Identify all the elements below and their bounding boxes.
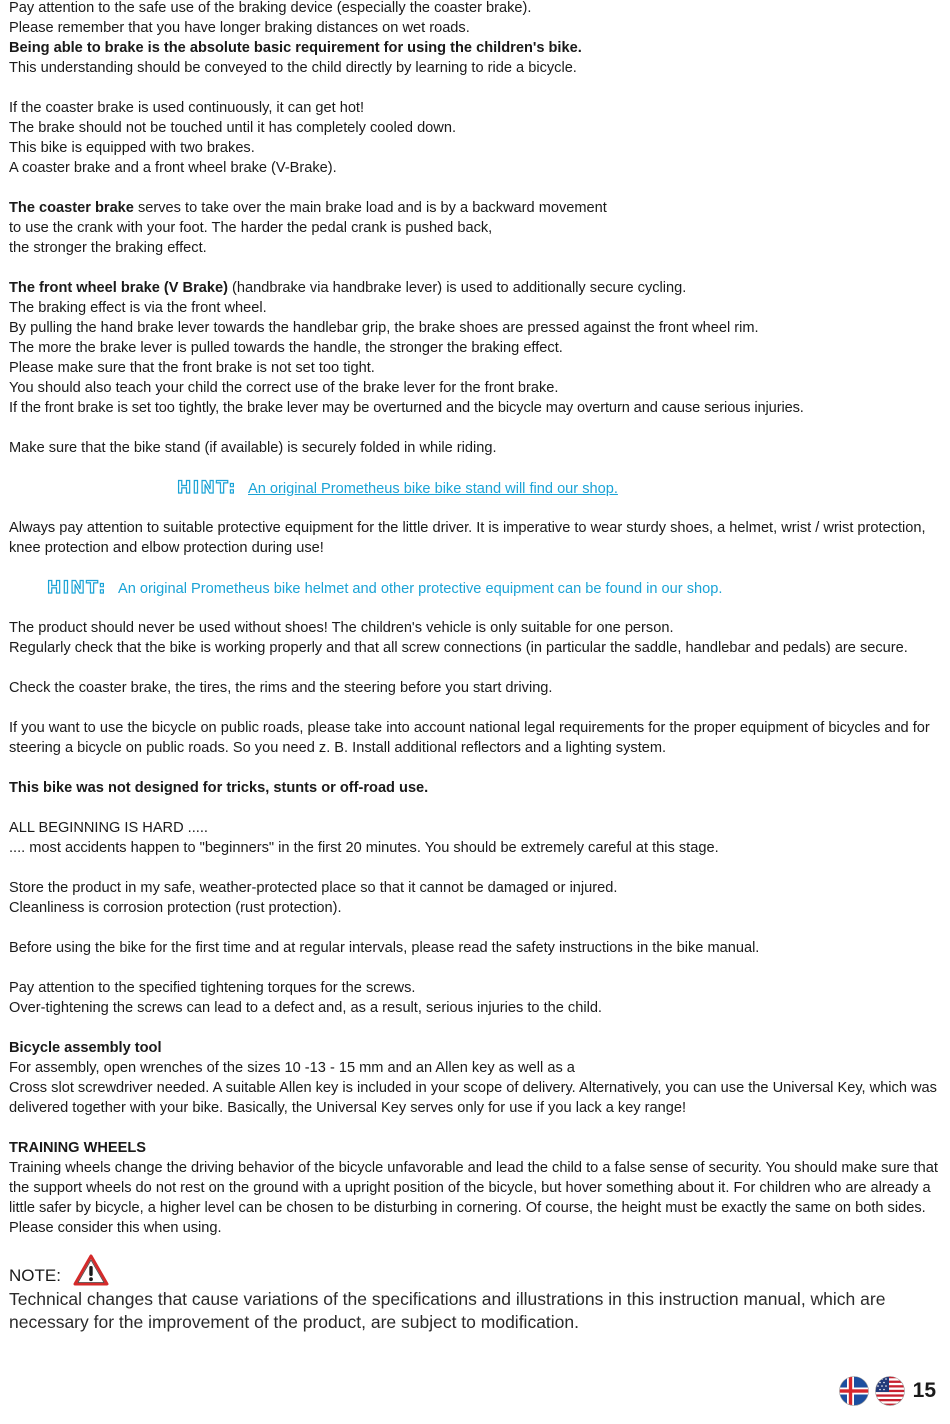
text-line: the stronger the braking effect. <box>9 240 207 256</box>
hint-stand <box>9 478 943 498</box>
paragraph: Cross slot screwdriver needed. A suitable Allen key is included in your scope of delivery. Alternatively, you can use the Universal Key, which was delivered together with your bike. Basically, the Universal Key serves only for use if you lack a key range! <box>9 1080 937 1116</box>
coaster-brake-line: The coaster brake serves to take over the main brake load and is by a backward movement <box>9 200 607 216</box>
page-footer <box>839 1374 936 1408</box>
text-line: Check the coaster brake, the tires, the rims and the steering before you start driving. <box>9 680 553 696</box>
text-line: Make sure that the bike stand (if available) is securely folded in while riding. <box>9 440 497 456</box>
hint-helmet <box>9 578 943 598</box>
hint-label: HINT: <box>177 478 237 498</box>
text-line: By pulling the hand brake lever towards the handlebar grip, the brake shoes are pressed against the front wheel rim. <box>9 320 759 336</box>
text-line: ALL BEGINNING IS HARD ..... <box>9 820 208 836</box>
text-line: For assembly, open wrenches of the sizes 10 -13 - 15 mm and an Allen key as well as a <box>9 1060 575 1076</box>
text-line: Over-tightening the screws can lead to a defect and, as a result, serious injuries to the child. <box>9 1000 602 1016</box>
note-text: Technical changes that cause variations of the specifications and illustrations in this instruction manual, which are necessary for the improvement of the product, are subject to modification. <box>9 1289 886 1332</box>
paragraph: Training wheels change the driving behavior of the bicycle unfavorable and lead the child to a false sense of security. You should make sure that the support wheels do not rest on the ground with a upright position of the bicycle, but hover something about it. For children who are already a little safer by bicycle, a higher level can be chosen to be disturbing in cornering. Of course, the height must be exactly the same on both sides. Please consider this when using. <box>9 1160 938 1236</box>
text-line: Store the product in my safe, weather-protected place so that it cannot be damaged or injured. <box>9 880 618 896</box>
text-line: Before using the bike for the first time and at regular intervals, please read the safety instructions in the bike manual. <box>9 940 760 956</box>
note-label: NOTE: <box>9 1266 61 1285</box>
text-line: The brake should not be touched until it has completely cooled down. <box>9 120 457 136</box>
text-line: to use the crank with your foot. The harder the pedal crank is pushed back, <box>9 220 493 236</box>
hint-text: An original Prometheus bike helmet and other protective equipment can be found in our shop. <box>118 581 723 597</box>
paragraph: Regularly check that the bike is working properly and that all screw connections (in particular the saddle, handlebar and pedals) are secure. <box>9 640 908 656</box>
iceland-flag-icon <box>839 1376 869 1406</box>
text-line: The more the brake lever is pulled towards the handle, the stronger the braking effect. <box>9 340 563 356</box>
warning-icon <box>73 1254 109 1286</box>
front-brake-line: The front wheel brake (V Brake) (handbrake via handbrake lever) is used to additionally secure cycling. <box>9 280 687 296</box>
text-line: Pay attention to the safe use of the braking device (especially the coaster brake). <box>9 0 532 16</box>
section-heading: TRAINING WHEELS <box>9 1140 147 1156</box>
usa-flag-icon <box>875 1376 905 1406</box>
text-line: You should also teach your child the correct use of the brake lever for the front brake. <box>9 380 559 396</box>
hint-label: HINT: <box>47 578 107 598</box>
text-line: Please make sure that the front brake is not set too tight. <box>9 360 375 376</box>
bold-line: This bike was not designed for tricks, stunts or off-road use. <box>9 780 429 796</box>
manual-page <box>9 0 943 1334</box>
text-line: If the front brake is set too tightly, the brake lever may be overturned and the bicycle may overturn and cause serious injuries. <box>9 400 804 416</box>
text-line: A coaster brake and a front wheel brake (V-Brake). <box>9 160 337 176</box>
text-line: The braking effect is via the front wheel. <box>9 300 267 316</box>
text-line: This bike is equipped with two brakes. <box>9 140 255 156</box>
bold-requirement: Being able to brake is the absolute basic requirement for using the children's bike. <box>9 40 582 56</box>
text-line: Cleanliness is corrosion protection (rust protection). <box>9 900 342 916</box>
text-line: .... most accidents happen to "beginners" in the first 20 minutes. You should be extremely careful at this stage. <box>9 840 719 856</box>
text-line: If the coaster brake is used continuously, it can get hot! <box>9 100 365 116</box>
text-line: Please remember that you have longer braking distances on wet roads. <box>9 20 470 36</box>
text-line: This understanding should be conveyed to the child directly by learning to ride a bicycle. <box>9 60 577 76</box>
section-heading: Bicycle assembly tool <box>9 1040 162 1056</box>
page-number: 15 <box>912 1379 936 1402</box>
note-heading <box>9 1256 943 1286</box>
paragraph: Always pay attention to suitable protective equipment for the little driver. It is imperative to wear sturdy shoes, a helmet, wrist / wrist protection, knee protection and elbow protection during use! <box>9 520 926 556</box>
paragraph: If you want to use the bicycle on public roads, please take into account national legal requirements for the proper equipment of bicycles and for steering a bicycle on public roads. So you need z. B. Install additional reflectors and a lighting system. <box>9 720 930 756</box>
text-line: Pay attention to the specified tightening torques for the screws. <box>9 980 416 996</box>
hint-text: An original Prometheus bike bike stand will find our shop. <box>248 481 618 497</box>
text-line: The product should never be used without shoes! The children's vehicle is only suitable for one person. <box>9 620 674 636</box>
